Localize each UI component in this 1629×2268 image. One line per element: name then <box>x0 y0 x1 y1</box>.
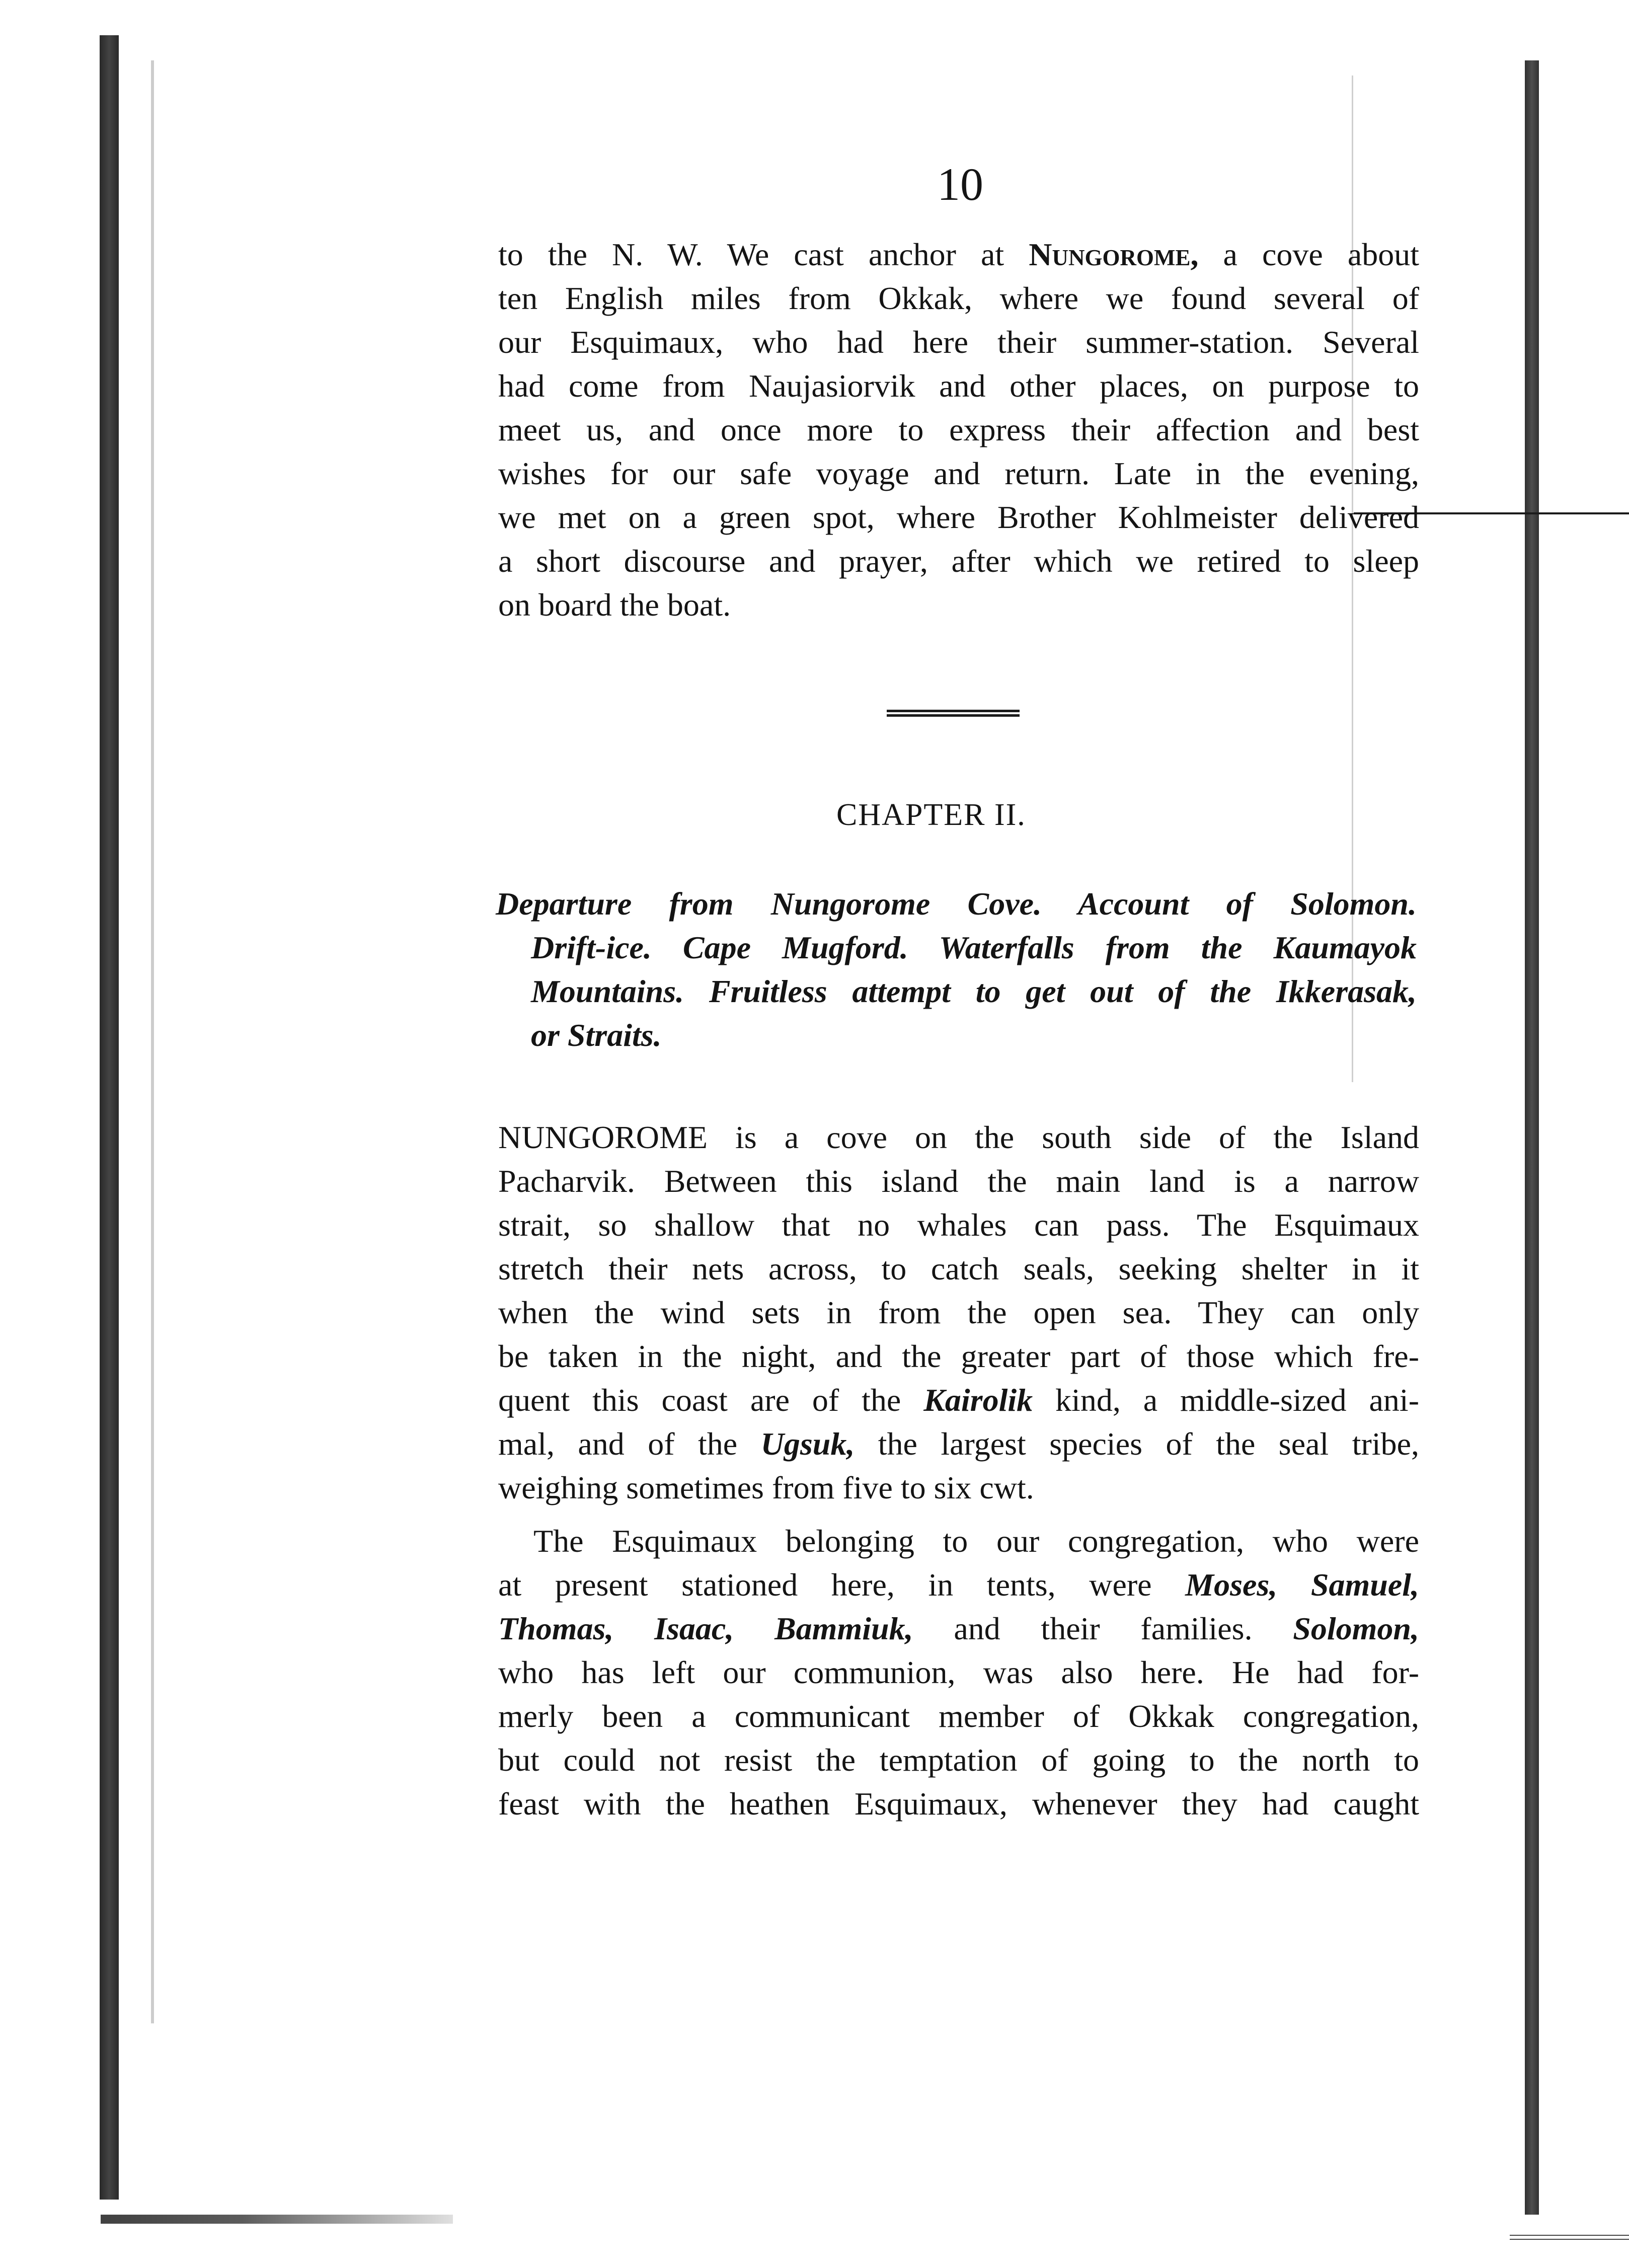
chapter-summary <box>496 882 1417 1057</box>
paragraph-2-line-6: be taken in the night, and the greater part of those which fre- <box>498 1338 1419 1374</box>
scan-edge-left-thin <box>151 60 154 2023</box>
paragraph-3-line-2: at present stationed here, in tents, were Moses, Samuel, <box>498 1567 1420 1603</box>
paragraph-2-line-8: mal, and of the Ugsuk, the largest species of the seal tribe, <box>498 1426 1420 1462</box>
paragraph-1-line-3: our Esquimaux, who had here their summer-station. Several <box>498 324 1419 360</box>
paragraph-2-line-9: weighing sometimes from five to six cwt. <box>498 1470 1034 1505</box>
paragraph-1 <box>498 233 1419 627</box>
chapter-summary-line-4: or Straits. <box>531 1017 662 1053</box>
scan-bottom-right-lines <box>1510 2235 1629 2240</box>
scan-edge-left <box>100 35 119 2200</box>
chapter-title: CHAPTER II. <box>836 798 1026 832</box>
paragraph-3-line-3: Thomas, Isaac, Bammiuk, and their families. Solomon, <box>498 1611 1420 1646</box>
paragraph-1-line-1: to the N. W. We cast anchor at Nungorome, a cove about <box>498 237 1420 272</box>
term-ugsuk: Ugsuk, <box>760 1426 855 1462</box>
paragraph-2-line-2: Pacharvik. Between this island the main land is a narrow <box>498 1163 1419 1199</box>
chapter-summary-line-1: Departure from Nungorome Cove. Account of Solomon. <box>496 886 1417 922</box>
paragraph-3-line-1: The Esquimaux belonging to our congregation, who were <box>533 1523 1419 1559</box>
paragraph-2 <box>498 1115 1419 1509</box>
paragraph-2-line-4: stretch their nets across, to catch seals, seeking shelter in it <box>498 1251 1419 1287</box>
paragraph-1-line-5: meet us, and once more to express their affection and best <box>498 412 1419 447</box>
names-moses-samuel: Moses, Samuel, <box>1185 1567 1420 1603</box>
paragraph-1-line-4: had come from Naujasiorvik and other places, on purpose to <box>498 368 1419 404</box>
place-name-nungorome: Nungorome, <box>1029 237 1199 272</box>
paragraph-1-line-7: we met on a green spot, where Brother Kohlmeister delivered <box>498 499 1419 535</box>
paragraph-3-line-4: who has left our communion, was also here. He had for- <box>498 1654 1419 1690</box>
paragraph-3-line-6: but could not resist the temptation of going to the north to <box>498 1742 1419 1778</box>
name-solomon: Solomon, <box>1293 1611 1420 1646</box>
paragraph-1-line-6: wishes for our safe voyage and return. Late in the evening, <box>498 456 1419 491</box>
paragraph-1-line-9: on board the boat. <box>498 587 731 623</box>
names-thomas-isaac-bammiuk: Thomas, Isaac, Bammiuk, <box>498 1611 913 1646</box>
section-divider-ornament <box>887 710 1020 721</box>
paragraph-3-line-7: feast with the heathen Esquimaux, whenever they had caught <box>498 1786 1419 1822</box>
paragraph-2-line-1: NUNGOROME is a cove on the south side of the Island <box>498 1119 1419 1155</box>
page-number: 10 <box>937 159 983 210</box>
paragraph-1-line-2: ten English miles from Okkak, where we found several of <box>498 280 1419 316</box>
paragraph-2-line-5: when the wind sets in from the open sea. They can only <box>498 1295 1419 1330</box>
chapter-summary-line-2: Drift-ice. Cape Mugford. Waterfalls from the Kaumayok <box>531 930 1417 965</box>
paragraph-3 <box>498 1519 1419 1826</box>
paragraph-2-line-3: strait, so shallow that no whales can pass. The Esquimaux <box>498 1207 1419 1243</box>
paragraph-3-line-5: merly been a communicant member of Okkak congregation, <box>498 1698 1419 1734</box>
term-kairolik: Kairolik <box>923 1382 1033 1418</box>
scan-edge-right <box>1525 60 1539 2215</box>
scan-bottom-smudge <box>101 2215 453 2224</box>
chapter-summary-line-3: Mountains. Fruitless attempt to get out of the Ikkerasak, <box>531 973 1417 1009</box>
paragraph-1-line-8: a short discourse and prayer, after which we retired to sleep <box>498 543 1419 579</box>
paragraph-2-line-7: quent this coast are of the Kairolik kind, a middle-sized ani- <box>498 1382 1420 1418</box>
